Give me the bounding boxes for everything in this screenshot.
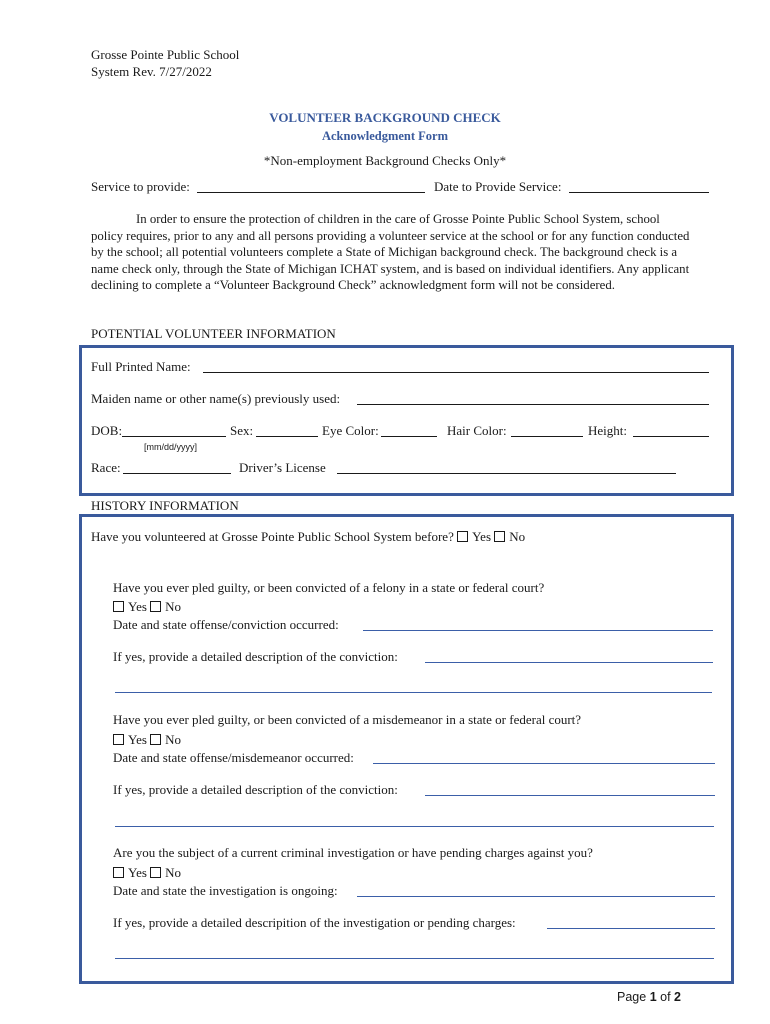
dob-label: DOB: [91,423,123,438]
height-field[interactable] [633,436,709,437]
investigation-no-label: No [165,865,182,880]
volunteer-section-heading: POTENTIAL VOLUNTEER INFORMATION [91,326,336,341]
felony-date-label: Date and state offense/conviction occurred: [113,617,339,632]
eye-color-label: Eye Color: [322,423,379,438]
hair-color-field[interactable] [511,436,583,437]
revision-line: System Rev. 7/27/2022 [91,64,212,79]
misdemeanor-yes-checkbox[interactable] [113,734,124,745]
form-subtitle: Acknowledgment Form [321,129,449,143]
intro-paragraph: In order to ensure the protection of children in the care of Grosse Pointe Public School System, school policy requires, prior to any and all persons providing a volunteer service at the school or for any function conducted by the school; all potential volunteers complete a State of Michigan background check. The background check is a name check only, through the State of Michigan ICHAT system, and is based on individual identifiers. Any applicant declining to complete a “Volunteer Background Check” acknowledgment form will not be considered. [91,212,690,292]
misdemeanor-no-checkbox[interactable] [150,734,161,745]
volunteered-before-question: Have you volunteered at Grosse Pointe Public School System before? Yes No [91,529,526,544]
service-date-field[interactable] [569,192,709,193]
misdemeanor-date-field[interactable] [373,763,715,764]
race-label: Race: [91,460,121,475]
maiden-name-field[interactable] [357,404,709,405]
investigation-yes-checkbox[interactable] [113,867,124,878]
maiden-name-label: Maiden name or other name(s) previously used: [91,391,341,406]
felony-yes-label: Yes [128,599,147,614]
full-name-label: Full Printed Name: [91,359,191,374]
volunteered-no-checkbox[interactable] [494,531,505,542]
misdemeanor-no-label: No [165,732,182,747]
form-title: VOLUNTEER BACKGROUND CHECK [269,110,501,125]
investigation-options [113,865,181,881]
felony-no-label: No [165,599,182,614]
felony-description-field[interactable] [425,662,713,663]
hair-color-label: Hair Color: [447,423,507,438]
investigation-description-label: If yes, provide a detailed descripition of the investigation or pending charges: [113,915,516,930]
height-label: Height: [588,423,627,438]
misdemeanor-description-label: If yes, provide a detailed description of the conviction: [113,782,398,797]
investigation-question: Are you the subject of a current criminal investigation or have pending charges against you? [113,845,593,860]
service-label: Service to provide: [91,179,190,194]
org-name: Grosse Pointe Public School [91,47,240,62]
investigation-no-checkbox[interactable] [150,867,161,878]
felony-description-field-continued[interactable] [115,692,712,693]
misdemeanor-date-label: Date and state offense/misdemeanor occurred: [113,750,354,765]
investigation-date-field[interactable] [357,896,715,897]
race-field[interactable] [123,473,231,474]
felony-description-label: If yes, provide a detailed description of the conviction: [113,649,398,664]
drivers-license-label: Driver’s License [239,460,326,475]
misdemeanor-description-field-continued[interactable] [115,826,714,827]
felony-yes-checkbox[interactable] [113,601,124,612]
full-name-field[interactable] [203,372,709,373]
misdemeanor-options [113,732,181,748]
investigation-description-field-continued[interactable] [115,958,714,959]
history-section-heading: HISTORY INFORMATION [91,498,239,513]
service-field[interactable] [197,192,425,193]
felony-no-checkbox[interactable] [150,601,161,612]
sex-label: Sex: [230,423,254,438]
form-note: *Non-employment Background Checks Only* [263,153,507,168]
felony-options [113,599,181,615]
investigation-date-label: Date and state the investigation is ongoing: [113,883,338,898]
investigation-description-field[interactable] [547,928,715,929]
felony-date-field[interactable] [363,630,713,631]
page-number: Page 1 of 2 [617,990,681,1004]
eye-color-field[interactable] [381,436,437,437]
dob-field[interactable] [122,436,226,437]
misdemeanor-description-field[interactable] [425,795,715,796]
drivers-license-field[interactable] [337,473,676,474]
felony-question: Have you ever pled guilty, or been convicted of a felony in a state or federal court? [113,580,545,595]
dob-format-hint: [mm/dd/yyyy] [144,442,198,452]
volunteered-yes-label: Yes [472,529,492,544]
sex-field[interactable] [256,436,318,437]
volunteered-yes-checkbox[interactable] [457,531,468,542]
misdemeanor-question: Have you ever pled guilty, or been convicted of a misdemeanor in a state or federal court? [113,712,582,727]
service-date-label: Date to Provide Service: [434,179,562,194]
volunteered-no-label: No [509,529,526,544]
misdemeanor-yes-label: Yes [128,732,147,747]
investigation-yes-label: Yes [128,865,147,880]
